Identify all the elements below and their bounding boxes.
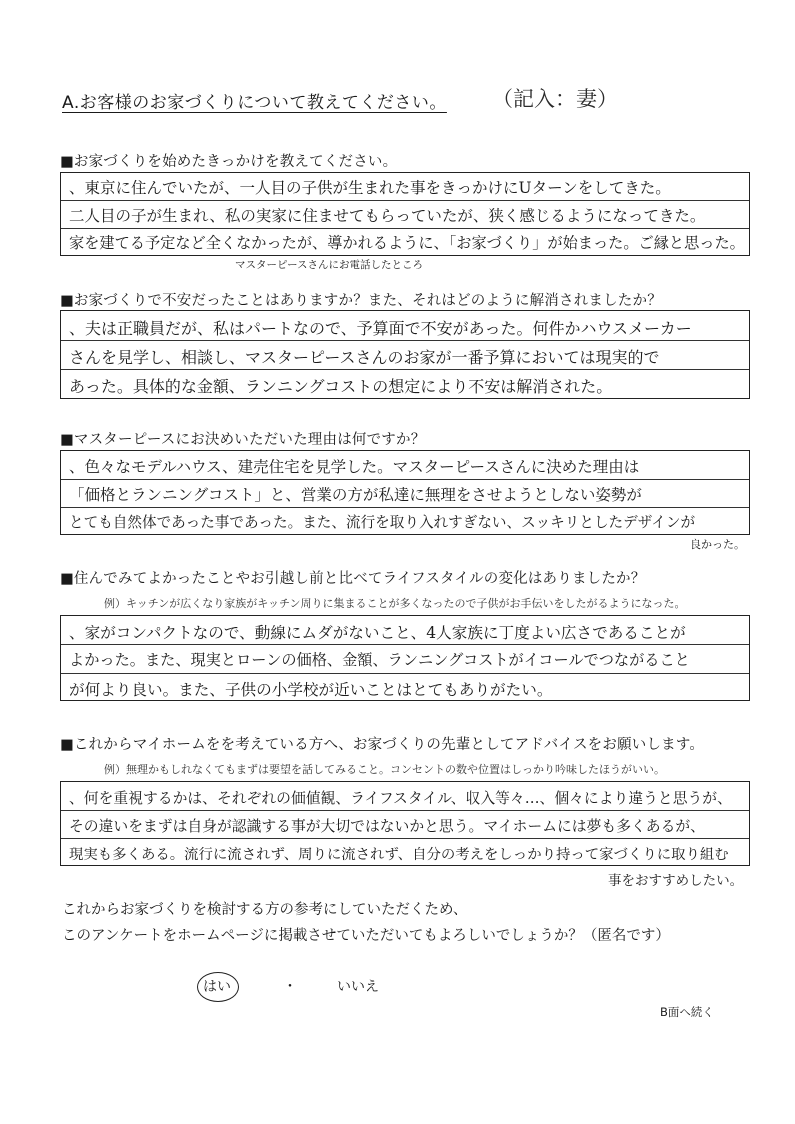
page-title: A.お客様のお家づくりについて教えてください。 xyxy=(62,93,447,113)
answer-2-line-1: 、夫は正職員だが、私はパートなので、予算面で不安があった。何件かハウスメーカー xyxy=(69,319,692,338)
question-3: ■マスターピースにお決めいただいた理由は何ですか？ xyxy=(60,432,426,448)
answer-box-2[interactable] xyxy=(60,310,750,399)
answer-5-overflow: 事をおすすめしたい。 xyxy=(608,873,744,889)
answer-4-line-3: が何より良い。また、子供の小学校が近いことはとてもありがたい。 xyxy=(69,681,553,699)
question-1: ■お家づくりを始めたきっかけを教えてください。 xyxy=(60,154,398,170)
answer-1-insert: マスターピースさんにお電話したところ xyxy=(235,259,424,271)
option-no[interactable]: いいえ xyxy=(337,979,379,995)
example-4: 例）キッチンが広くなり家族がキッチン周りに集まることが多くなったので子供がお手伝いをしたがるようになった。 xyxy=(104,597,686,610)
example-5: 例）無理かもしれなくてもまずは要望を話してみること。コンセントの数や位置はしっかり吟味したほうがいい。 xyxy=(104,763,665,776)
writer-note: （記入：妻） xyxy=(492,87,618,111)
answer-2-line-3: あった。具体的な金額、ランニングコストの想定により不安は解消された。 xyxy=(69,377,613,396)
continue-note: B面へ続く xyxy=(660,1005,714,1019)
question-5: ■これからマイホームをを考えている方へ、お家づくりの先輩としてアドバイスをお願いします。 xyxy=(60,737,705,753)
answer-box-4[interactable] xyxy=(60,615,750,701)
answer-4-line-2: よかった。また、現実とローンの価格、金額、ランニングコストがイコールでつながること xyxy=(69,651,690,669)
answer-box-5[interactable] xyxy=(60,781,750,866)
answer-3-line-1: 、色々なモデルハウス、建売住宅を見学した。マスターピースさんに決めた理由は xyxy=(69,458,640,476)
consent-question: このアンケートをホームページに掲載させていただいてもよろしいでしょうか？（匿名です） xyxy=(62,928,670,944)
answer-1-line-3: 家を建てる予定など全くなかったが、導かれるように、「お家づくり」が始まった。ご縁と思った。 xyxy=(69,234,745,252)
answer-5-line-2: その違いをまずは自身が認識する事が大切ではないかと思う。マイホームには夢も多くあるが、 xyxy=(69,818,705,835)
answer-box-1[interactable] xyxy=(60,172,750,256)
answer-3-line-3: とても自然体であった事であった。また、流行を取り入れすぎない、スッキリとしたデザインが xyxy=(69,514,696,531)
answer-5-line-3: 現実も多くある。流行に流されず、周りに流されず、自分の考えをしっかり持って家づくりに取り組む xyxy=(69,847,729,863)
answer-5-line-1: 、何を重視するかは、それぞれの価値観、ライフスタイル、収入等々…、個々により違うと思うが、 xyxy=(69,790,732,807)
question-2: ■お家づくりで不安だったことはありますか？また、それはどのように解消されましたか？ xyxy=(60,293,662,309)
question-4: ■住んでみてよかったことやお引越し前と比べてライフスタイルの変化はありましたか？ xyxy=(60,571,646,587)
answer-3-overflow: 良かった。 xyxy=(690,538,745,551)
answer-3-line-2: 「価格とランニングコスト」と、営業の方が私達に無理をさせようとしない姿勢が xyxy=(69,486,642,504)
option-separator: ・ xyxy=(283,979,297,995)
answer-1-line-1: 、東京に住んでいたが、一人目の子供が生まれた事をきっかけにUターンをしてきた。 xyxy=(69,179,671,197)
answer-box-3[interactable] xyxy=(60,450,750,535)
answer-1-line-2: 二人目の子が生まれ、私の実家に住ませてもらっていたが、狭く感じるようになってきた。 xyxy=(69,207,706,225)
answer-2-line-2: さんを見学し、相談し、マスターピースさんのお家が一番予算においては現実的で xyxy=(69,348,660,367)
option-yes[interactable]: はい xyxy=(203,979,231,995)
consent-intro: これからお家づくりを検討する方の参考にしていただくため、 xyxy=(62,902,468,918)
answer-4-line-1: 、家がコンパクトなので、動線にムダがないこと、4人家族に丁度よい広さであることが xyxy=(69,624,686,642)
